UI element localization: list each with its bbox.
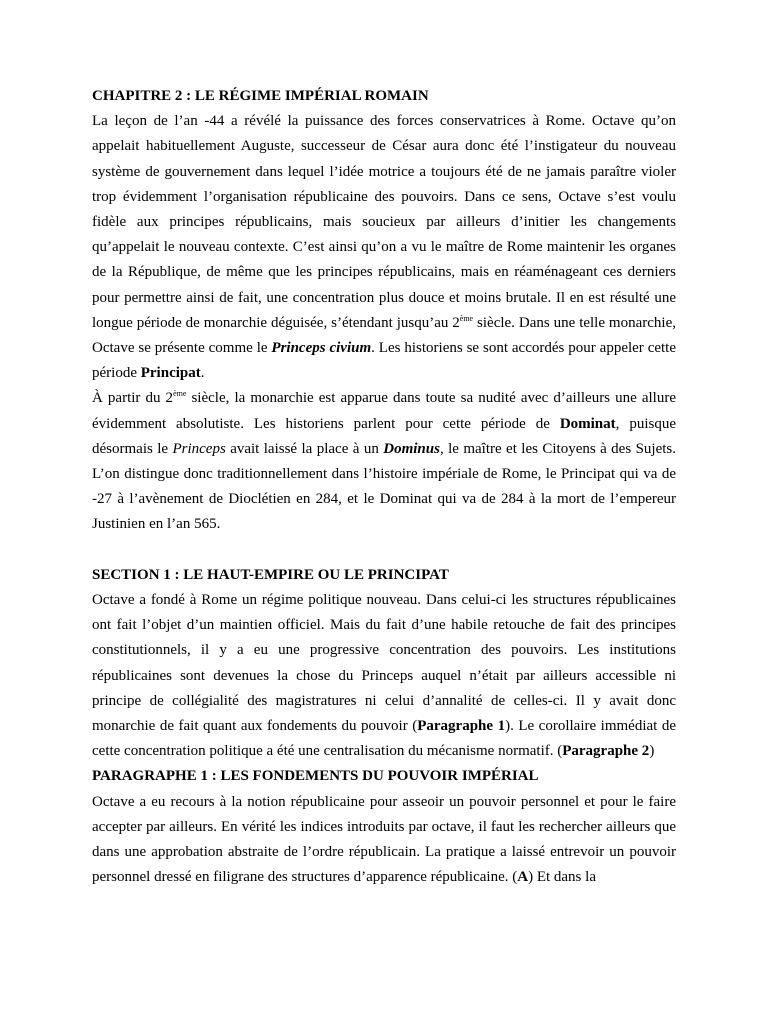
text-run: Octave a fondé à Rome un régime politique nouveau. Dans celui-ci les structures républicaines ont fait l’objet d’un maintien officiel. Mais du fait d’une habile retouche de fait des principes constitutionnels, il y a eu une progressive concentration des pouvoirs. Les institutions républicaines sont devenues la chose du Princeps auquel n’était par ailleurs accessible ni principe de collégialité des magistratures ni celui d’annalité de celles-ci. Il y avait donc monarchie de fait quant aux fondements du pouvoir (: [92, 592, 676, 735]
text-run: ). Le corollaire immédiat de cette concentration politique a été une centralisation du mécanisme normatif. (: [92, 718, 676, 760]
ref-a: A: [517, 869, 529, 886]
chapter-title: CHAPITRE 2 : LE RÉGIME IMPÉRIAL ROMAIN: [92, 88, 429, 104]
text-run: Octave a eu recours à la notion républicaine pour asseoir un pouvoir personnel et pour le faire accepter par ailleurs. En vérité les indices introduits par octave, il faut les rechercher ailleurs que dans une approbation abstraite de l’ordre républicain. La pratique a laissé entrevoir un pouvoir personnel dressé en filigrane des structures d’apparence républicaine. (: [92, 793, 676, 886]
superscript: ème: [459, 313, 474, 323]
term-princeps-civium: Princeps civium: [271, 340, 372, 357]
chapter-intro-paragraph: [92, 109, 676, 386]
text-run: ): [649, 743, 655, 760]
term-principat: Principat: [140, 365, 201, 382]
text-run: , puisque désormais le: [92, 415, 676, 457]
text-run: avait laissé la place à un: [225, 440, 384, 457]
text-run: La leçon de l’an -44 a révélé la puissance des forces conservatrices à Rome. Octave qu’on appelait habituellement Auguste, successeur de César aura donc été l’instigateur du nouveau système de gouvernement dans lequel l’idée motrice a toujours été de ne jamais paraître violer trop évidemment l’organisation républicaine des pouvoirs. Dans ce sens, Octave s’est voulu fidèle aux principes républicains, mais soucieux par ailleurs d’initier les changements qu’appelait le nouveau contexte. C’est ainsi qu’on a vu le maître de Rome maintenir les organes de la République, de même que les principes républicains, mais en réaménageant ces derniers pour permettre ainsi de fait, une concentration plus douce et moins brutale. Il en est résulté une longue période de monarchie déguisée, s’étendant jusqu’au 2: [92, 113, 676, 331]
text-run: .: [200, 365, 205, 382]
section1-title: SECTION 1 : LE HAUT-EMPIRE OU LE PRINCIPAT: [92, 566, 449, 583]
term-dominus: Dominus: [383, 440, 440, 457]
text-run: , le maître et les Citoyens à des Sujets. L’on distingue donc traditionnellement dans l’histoire impériale de Rome, le Principat qui va de -27 à l’avènement de Dioclétien en 284, et le Dominat qui va de 284 à la mort de l’empereur Justinien en l’an 565.: [92, 440, 676, 533]
term-dominat: Dominat: [559, 415, 616, 432]
text-run: siècle. Dans une telle monarchie, Octave se présente comme le: [92, 314, 676, 357]
superscript: ème: [173, 389, 187, 399]
spacer: [92, 538, 676, 563]
ref-paragraphe-2: Paragraphe 2: [562, 743, 650, 760]
text-run: . Les historiens se sont accordés pour appeler cette période: [92, 340, 677, 382]
text-run: siècle, la monarchie est apparue dans toute sa nudité avec d’ailleurs une allure évidemment absolutiste. Les historiens parlent pour cette période de: [92, 390, 676, 432]
chapter-dominat-paragraph: [92, 386, 676, 537]
section1-paragraph: [92, 588, 676, 764]
ref-paragraphe-1: Paragraphe 1: [417, 718, 506, 735]
text-run: À partir du 2: [92, 390, 174, 407]
term-princeps: Princeps: [172, 440, 226, 457]
paragraph1-paragraph: [92, 790, 676, 891]
text-run: ) Et dans la: [528, 869, 596, 886]
paragraph1-title: PARAGRAPHE 1 : LES FONDEMENTS DU POUVOIR IMPÉRIAL: [92, 768, 539, 785]
